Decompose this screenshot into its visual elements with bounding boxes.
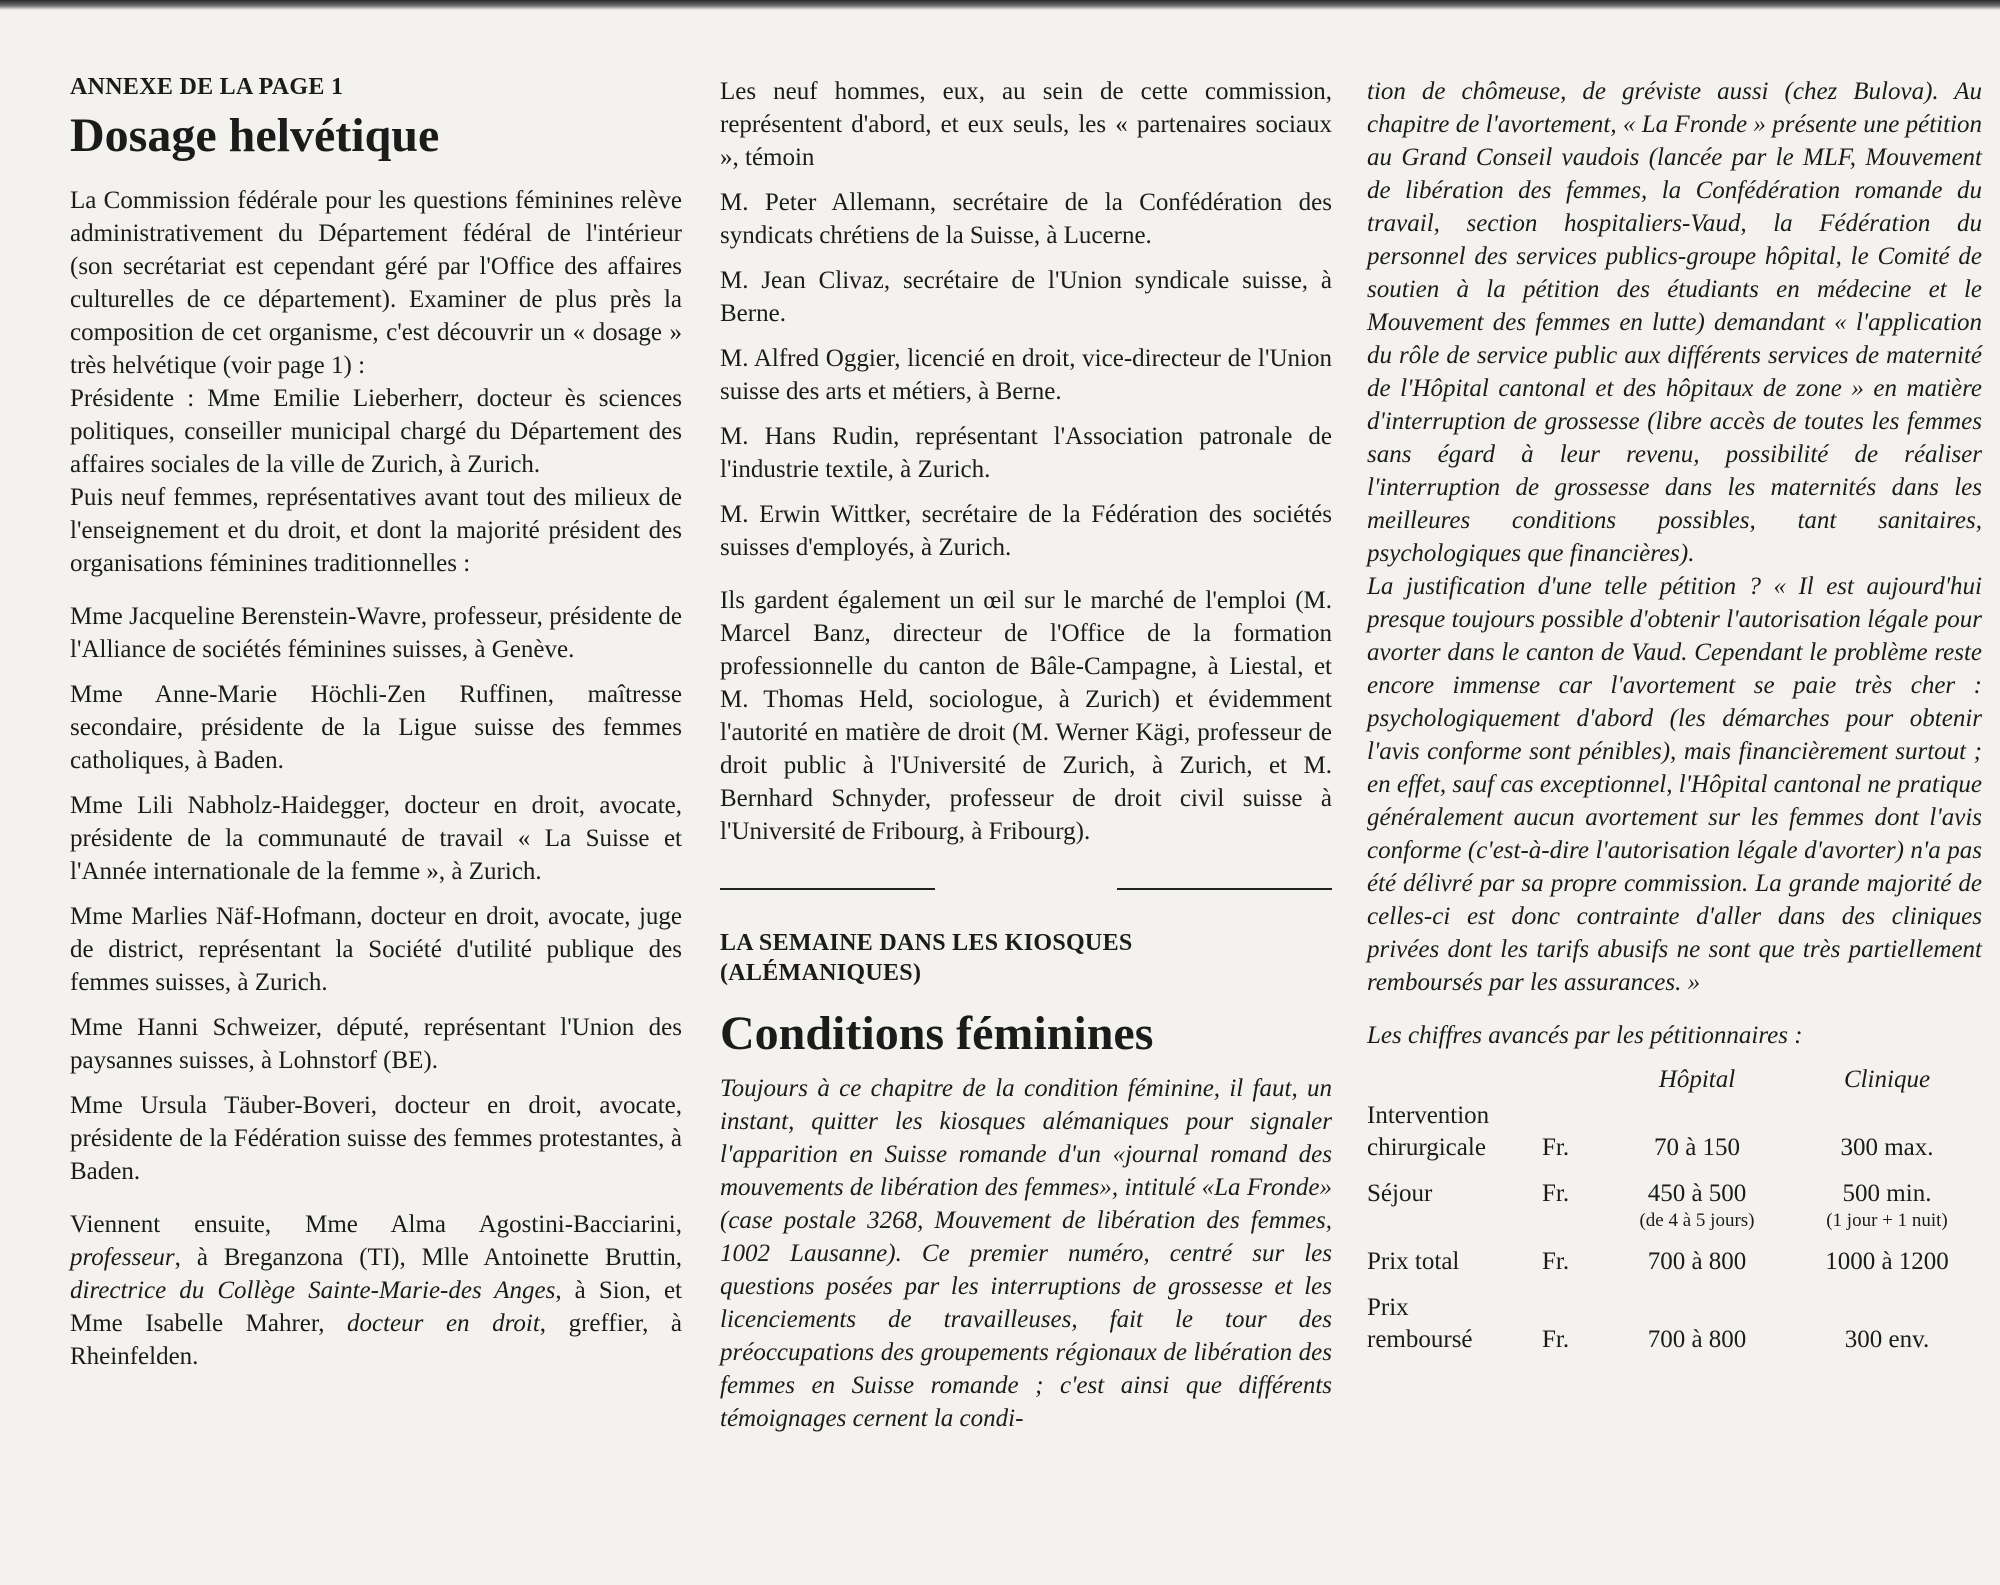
article-continued: tion de chômeuse, de gréviste aussi (chez Bulova). Au chapitre de l'avortement, « La Fronde » présente une pétition au Grand Conseil vaudois (lancée par le MLF, Mouvement de libération des femmes, la Confédération romande du travail, section hospitaliers-Vaud, la Fédération du personnel des services publics-groupe hôpital, le Comité de soutien à la pétition des étudiants en médecine et le Mouvement des femmes en lutte) demandant « l'application du rôle de service public aux différents services de maternité de l'Hôpital cantonal et des hôpitaux de zone » en matière d'interruption de grossesse (libre accès de toutes les femmes sans égard à leur revenu, possibilité de réaliser l'interruption de grossesse dans les maternités dans les meilleures conditions possibles, tant sanitaires, psychologiques que financières). — [1367, 78, 1982, 567]
row-label: chirurgicale — [1367, 1134, 1486, 1161]
row-label: remboursé — [1367, 1326, 1473, 1353]
table-header-row — [1367, 1064, 1982, 1100]
member-entry: Mme Jacqueline Berenstein-Wavre, professeur, présidente de l'Alliance de sociétés féminines suisses, à Genève. — [70, 603, 682, 663]
row-currency: Fr. — [1542, 1326, 1570, 1353]
member-entry: M. Alfred Oggier, licencié en droit, vice-directeur de l'Union suisse des arts et métiers, à Berne. — [720, 345, 1332, 405]
cell-clinique: 500 min. — [1842, 1180, 1932, 1207]
cell-clinique-note: (1 jour + 1 nuit) — [1826, 1210, 1948, 1231]
cell-hopital-note: (de 4 à 5 jours) — [1639, 1210, 1755, 1231]
column-right — [1367, 60, 1982, 1356]
member-entry: M. Peter Allemann, secrétaire de la Confédération des syndicats chrétiens de la Suisse, à Lucerne. — [720, 189, 1332, 249]
column-middle — [720, 60, 1332, 1435]
paragraph-neuf-hommes: Les neuf hommes, eux, au sein de cette commission, représentent d'abord, et eux seuls, les « partenaires sociaux », témoin — [720, 78, 1332, 171]
table-row — [1367, 1100, 1982, 1164]
cell-clinique: 300 env. — [1844, 1326, 1930, 1353]
table-intro: Les chiffres avancés par les pétitionnaires : — [1367, 1022, 1803, 1049]
table-row — [1367, 1164, 1982, 1232]
header-hopital: Hôpital — [1658, 1066, 1736, 1093]
row-currency: Fr. — [1542, 1248, 1570, 1275]
cell-clinique: 1000 à 1200 — [1825, 1248, 1949, 1275]
paragraph-presidente: Présidente : Mme Emilie Lieberherr, docteur ès sciences politiques, conseiller municipal chargé du Département des affaires sociales de la ville de Zurich, à Zurich. — [70, 385, 682, 478]
column-left — [70, 60, 682, 1373]
header-clinique: Clinique — [1843, 1066, 1931, 1093]
row-currency: Fr. — [1542, 1180, 1570, 1207]
member-entry: Mme Lili Nabholz-Haidegger, docteur en droit, avocate, présidente de la communauté de travail « La Suisse et l'Année internationale de la femme », à Zurich. — [70, 792, 682, 885]
cell-clinique: 300 max. — [1840, 1134, 1934, 1161]
member-entry: M. Erwin Wittker, secrétaire de la Fédération des sociétés suisses d'employés, à Zurich. — [720, 501, 1332, 561]
divider-rule-left — [720, 888, 935, 890]
member-entry: Mme Anne-Marie Höchli-Zen Ruffinen, maîtresse secondaire, présidente de la Ligue suisse des femmes catholiques, à Baden. — [70, 681, 682, 774]
table-row — [1367, 1278, 1982, 1356]
section-kicker-kiosques: LA SEMAINE DANS LES KIOSQUES (ALÉMANIQUES) — [720, 930, 1133, 986]
price-table — [1367, 1064, 1982, 1356]
member-entry: M. Hans Rudin, représentant l'Association patronale de l'industrie textile, à Zurich. — [720, 423, 1332, 483]
cell-hopital: 700 à 800 — [1647, 1248, 1747, 1275]
headline-dosage: Dosage helvétique — [70, 109, 440, 162]
paragraph-viennent-ensuite: Viennent ensuite, Mme Alma Agostini-Bacciarini, professeur, à Breganzona (TI), Mlle Antoinette Bruttin, directrice du Collège Sainte-Marie-des Anges, à Sion, et Mme Isabelle Mahrer, docteur en droit, greffier, à Rheinfelden. — [70, 1211, 682, 1370]
paragraph-justification: La justification d'une telle pétition ? « Il est aujourd'hui presque toujours possible d'obtenir l'autorisation légale pour avorter dans le canton de Vaud. Cependant le problème reste encore immense car l'avortement se paie très cher : psychologiquement d'abord (les démarches pour obtenir l'avis conforme sont pénibles), mais financièrement surtout ; en effet, sauf cas exceptionnel, l'Hôpital cantonal ne pratique généralement aucun avortement sur les femmes dont l'avis conforme (c'est-à-dire l'autorisation légale d'avorter) n'a pas été délivré par sa propre commission. La grande majorité de celles-ci est donc contrainte d'aller dans des cliniques privées dont les tarifs abusifs ne sont que très partiellement remboursés par les assurances. » — [1367, 573, 1982, 996]
paragraph-intro: La Commission fédérale pour les questions féminines relève administrativement du Département fédéral de l'intérieur (son secrétariat est cependant géré par l'Office des affaires culturelles de ce département). Examiner de plus près la composition de cet organisme, c'est découvrir un « dosage » très helvétique (voir page 1) : — [70, 187, 682, 379]
cell-hopital: 70 à 150 — [1653, 1134, 1741, 1161]
member-entry: Mme Ursula Täuber-Boveri, docteur en droit, avocate, présidente de la Fédération suisse des femmes protestantes, à Baden. — [70, 1092, 682, 1185]
scan-top-edge — [0, 0, 2000, 10]
divider-rule-right — [1117, 888, 1332, 890]
headline-conditions: Conditions féminines — [720, 1007, 1154, 1060]
row-currency: Fr. — [1542, 1134, 1570, 1161]
cell-hopital: 700 à 800 — [1647, 1326, 1747, 1353]
row-label: Prix total — [1367, 1248, 1460, 1275]
row-label: Séjour — [1367, 1180, 1433, 1207]
cell-hopital: 450 à 500 — [1647, 1180, 1747, 1207]
table-row — [1367, 1232, 1982, 1278]
section-divider — [720, 888, 1332, 890]
row-label: Prix — [1367, 1294, 1409, 1321]
article-body: Toujours à ce chapitre de la condition féminine, il faut, un instant, quitter les kiosques alémaniques pour signaler l'apparition en Suisse romande d'un «journal romand des mouvements de libération des femmes», intitulé «La Fronde» (case postale 3268, Mouvement de libération des femmes, 1002 Lausanne). Ce premier numéro, centré sur les questions posées par les interruptions de grossesse et les licenciements de travailleuses, fait le tour des préoccupations des groupements régionaux de libération des femmes en Suisse romande ; c'est ainsi que différents témoignages cernent la condi- — [720, 1075, 1332, 1432]
row-label: Intervention — [1367, 1102, 1490, 1129]
paragraph-neuf-femmes: Puis neuf femmes, représentatives avant tout des milieux de l'enseignement et du droit, et dont la majorité président des organisations féminines traditionnelles : — [70, 484, 682, 577]
member-entry: M. Jean Clivaz, secrétaire de l'Union syndicale suisse, à Berne. — [720, 267, 1332, 327]
member-entry: Mme Marlies Näf-Hofmann, docteur en droit, avocate, juge de district, représentant la Société d'utilité publique des femmes suisses, à Zurich. — [70, 903, 682, 996]
member-entry: Mme Hanni Schweizer, député, représentant l'Union des paysannes suisses, à Lohnstorf (BE). — [70, 1014, 682, 1074]
section-kicker-annexe: ANNEXE DE LA PAGE 1 — [70, 74, 344, 100]
paragraph-ils-gardent: Ils gardent également un œil sur le marché de l'emploi (M. Marcel Banz, directeur de l'Office de la formation professionnelle du canton de Bâle-Campagne, à Liestal, et M. Thomas Held, sociologue, à Zurich) et évidemment l'autorité en matière de droit (M. Werner Kägi, professeur de droit public à l'Université de Zurich, à Zurich, et M. Bernhard Schnyder, professeur de droit civil suisse à l'Université de Fribourg, à Fribourg). — [720, 587, 1332, 845]
